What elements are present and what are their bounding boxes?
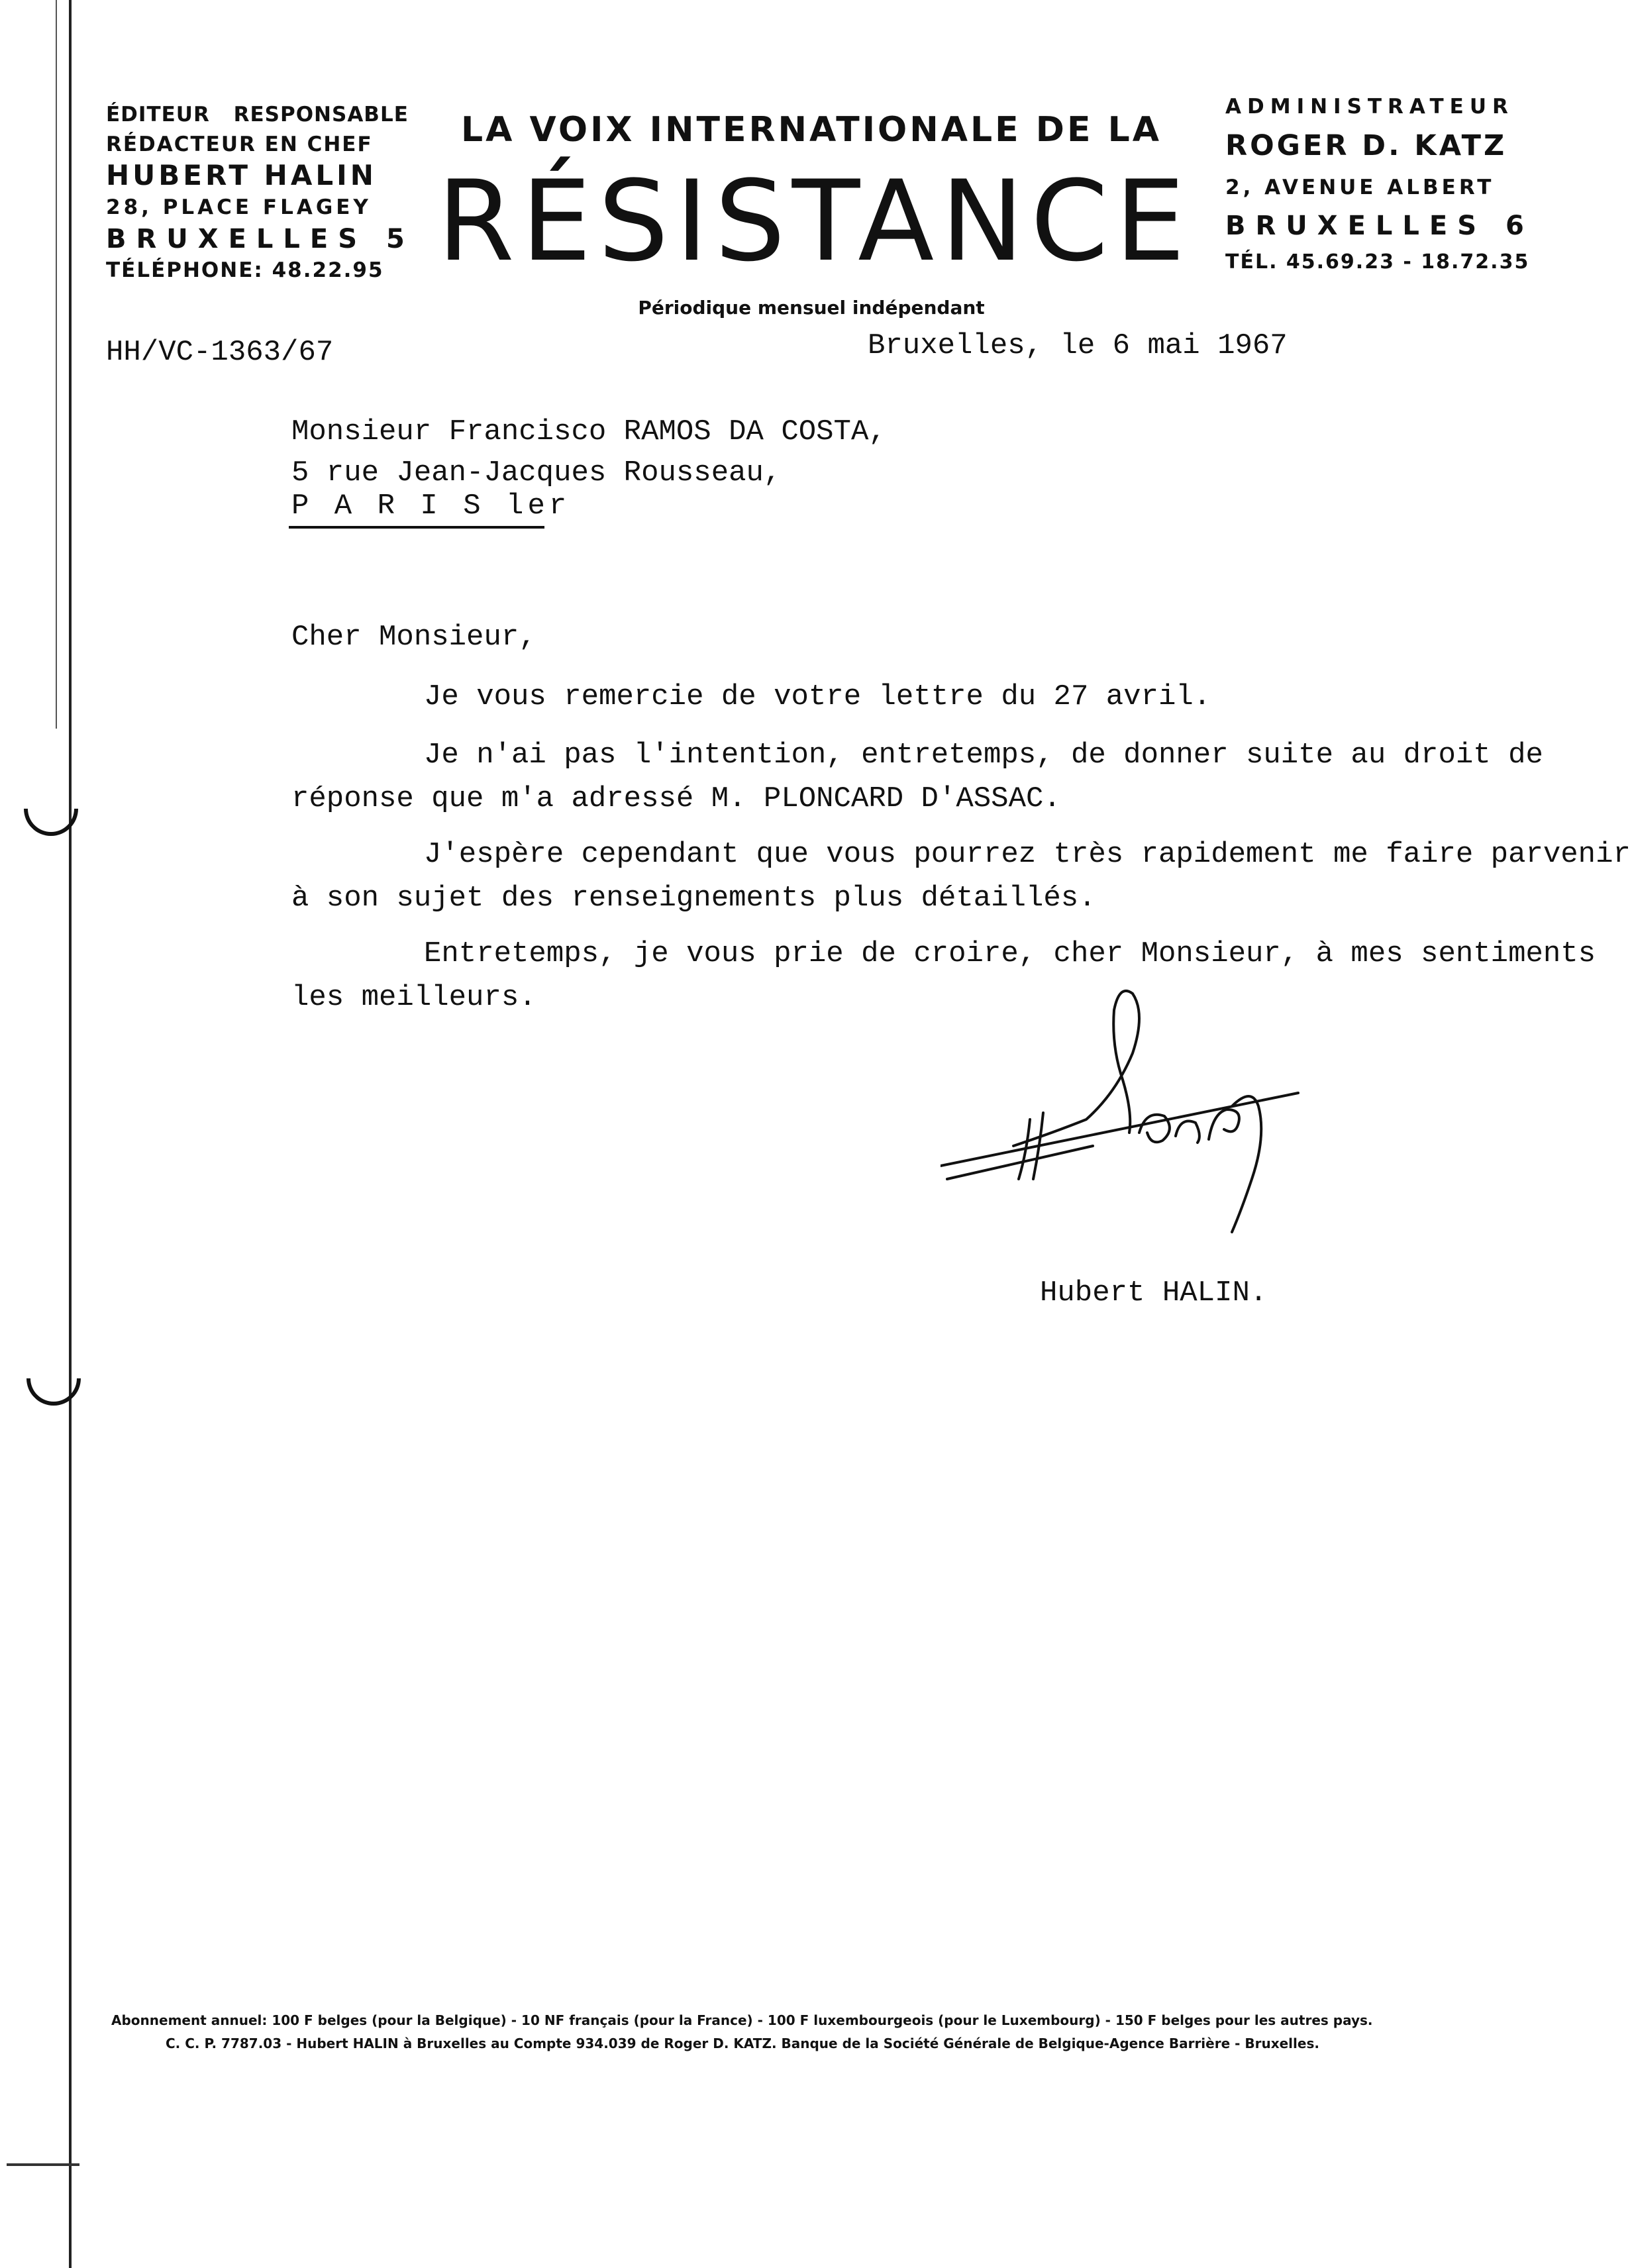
recipient-city-underline [289,526,544,529]
editor-city: BRUXELLES 5 [106,224,415,254]
administrator-name: ROGER D. KATZ [1225,129,1507,162]
administrator-address: 2, AVENUE ALBERT [1225,176,1495,199]
footer-banking: C. C. P. 7787.03 - Hubert HALIN à Bruxelles au Compte 934.039 de Roger D. KATZ. Banque de la Société Générale de Belgique-Agence Barrière - Bruxelles. [166,2036,1319,2051]
administrator-role: ADMINISTRATEUR [1225,95,1514,119]
punch-hole-mark [15,1340,92,1417]
masthead-title: RÉSISTANCE [437,156,1192,286]
signature-stroke [1209,1109,1239,1139]
letter-reference: HH/VC-1363/67 [106,336,334,369]
footer-subscription: Abonnement annuel: 100 F belges (pour la Belgique) - 10 NF français (pour la France) - 100 F luxembourgeois (pour le Luxembourg) - 150 F belges pour les autres pays. [111,2012,1373,2028]
recipient-name: Monsieur Francisco RAMOS DA COSTA, [291,415,886,448]
recipient-street: 5 rue Jean-Jacques Rousseau, [291,456,782,490]
administrator-phone: TÉL. 45.69.23 - 18.72.35 [1225,250,1530,274]
left-margin-line [69,0,72,2268]
editor-name: HUBERT HALIN [106,159,377,191]
signature-stroke [1232,1096,1261,1232]
signature-stroke [1139,1115,1170,1143]
signature-stroke [1176,1121,1199,1143]
signer-name: Hubert HALIN. [1040,1276,1268,1310]
handwritten-signature [941,980,1311,1245]
letterhead-masthead [437,110,1192,319]
recipient-city: P A R I S ler [291,490,571,523]
editor-address: 28, PLACE FLAGEY [106,195,372,219]
paragraph-2-line-2: réponse que m'a adressé M. PLONCARD D'ASSAC. [291,782,1061,815]
paragraph-4-line-2: les meilleurs. [291,981,536,1014]
editor-title: RÉDACTEUR EN CHEF [106,132,373,156]
left-margin-line-faint [56,0,57,729]
letter-date: Bruxelles, le 6 mai 1967 [868,329,1288,362]
paragraph-4-line-1: Entretemps, je vous prie de croire, cher Monsieur, à mes sentiments [424,937,1596,970]
salutation: Cher Monsieur, [291,621,536,654]
administrator-city: BRUXELLES 6 [1225,211,1534,241]
letterhead-administrator-block [1225,97,1537,272]
editor-phone: TÉLÉPHONE: 48.22.95 [106,258,384,282]
punch-hole-mark [13,770,89,847]
masthead-tagline: LA VOIX INTERNATIONALE DE LA [461,110,1162,150]
signature-stroke [1013,991,1139,1146]
letterhead-editor-block [106,103,415,282]
paragraph-1: Je vous remercie de votre lettre du 27 avril. [424,680,1211,713]
signature-stroke [941,1093,1298,1166]
paragraph-3-line-2: à son sujet des renseignements plus détaillés. [291,882,1096,915]
paragraph-2-line-1: Je n'ai pas l'intention, entretemps, de donner suite au droit de [424,739,1543,772]
editor-role: ÉDITEUR RESPONSABLE [106,103,409,127]
margin-tick-mark [7,2163,79,2166]
masthead-subtitle: Périodique mensuel indépendant [638,297,985,319]
paragraph-3-line-1: J'espère cependant que vous pourrez très rapidement me faire parvenir [424,838,1631,871]
